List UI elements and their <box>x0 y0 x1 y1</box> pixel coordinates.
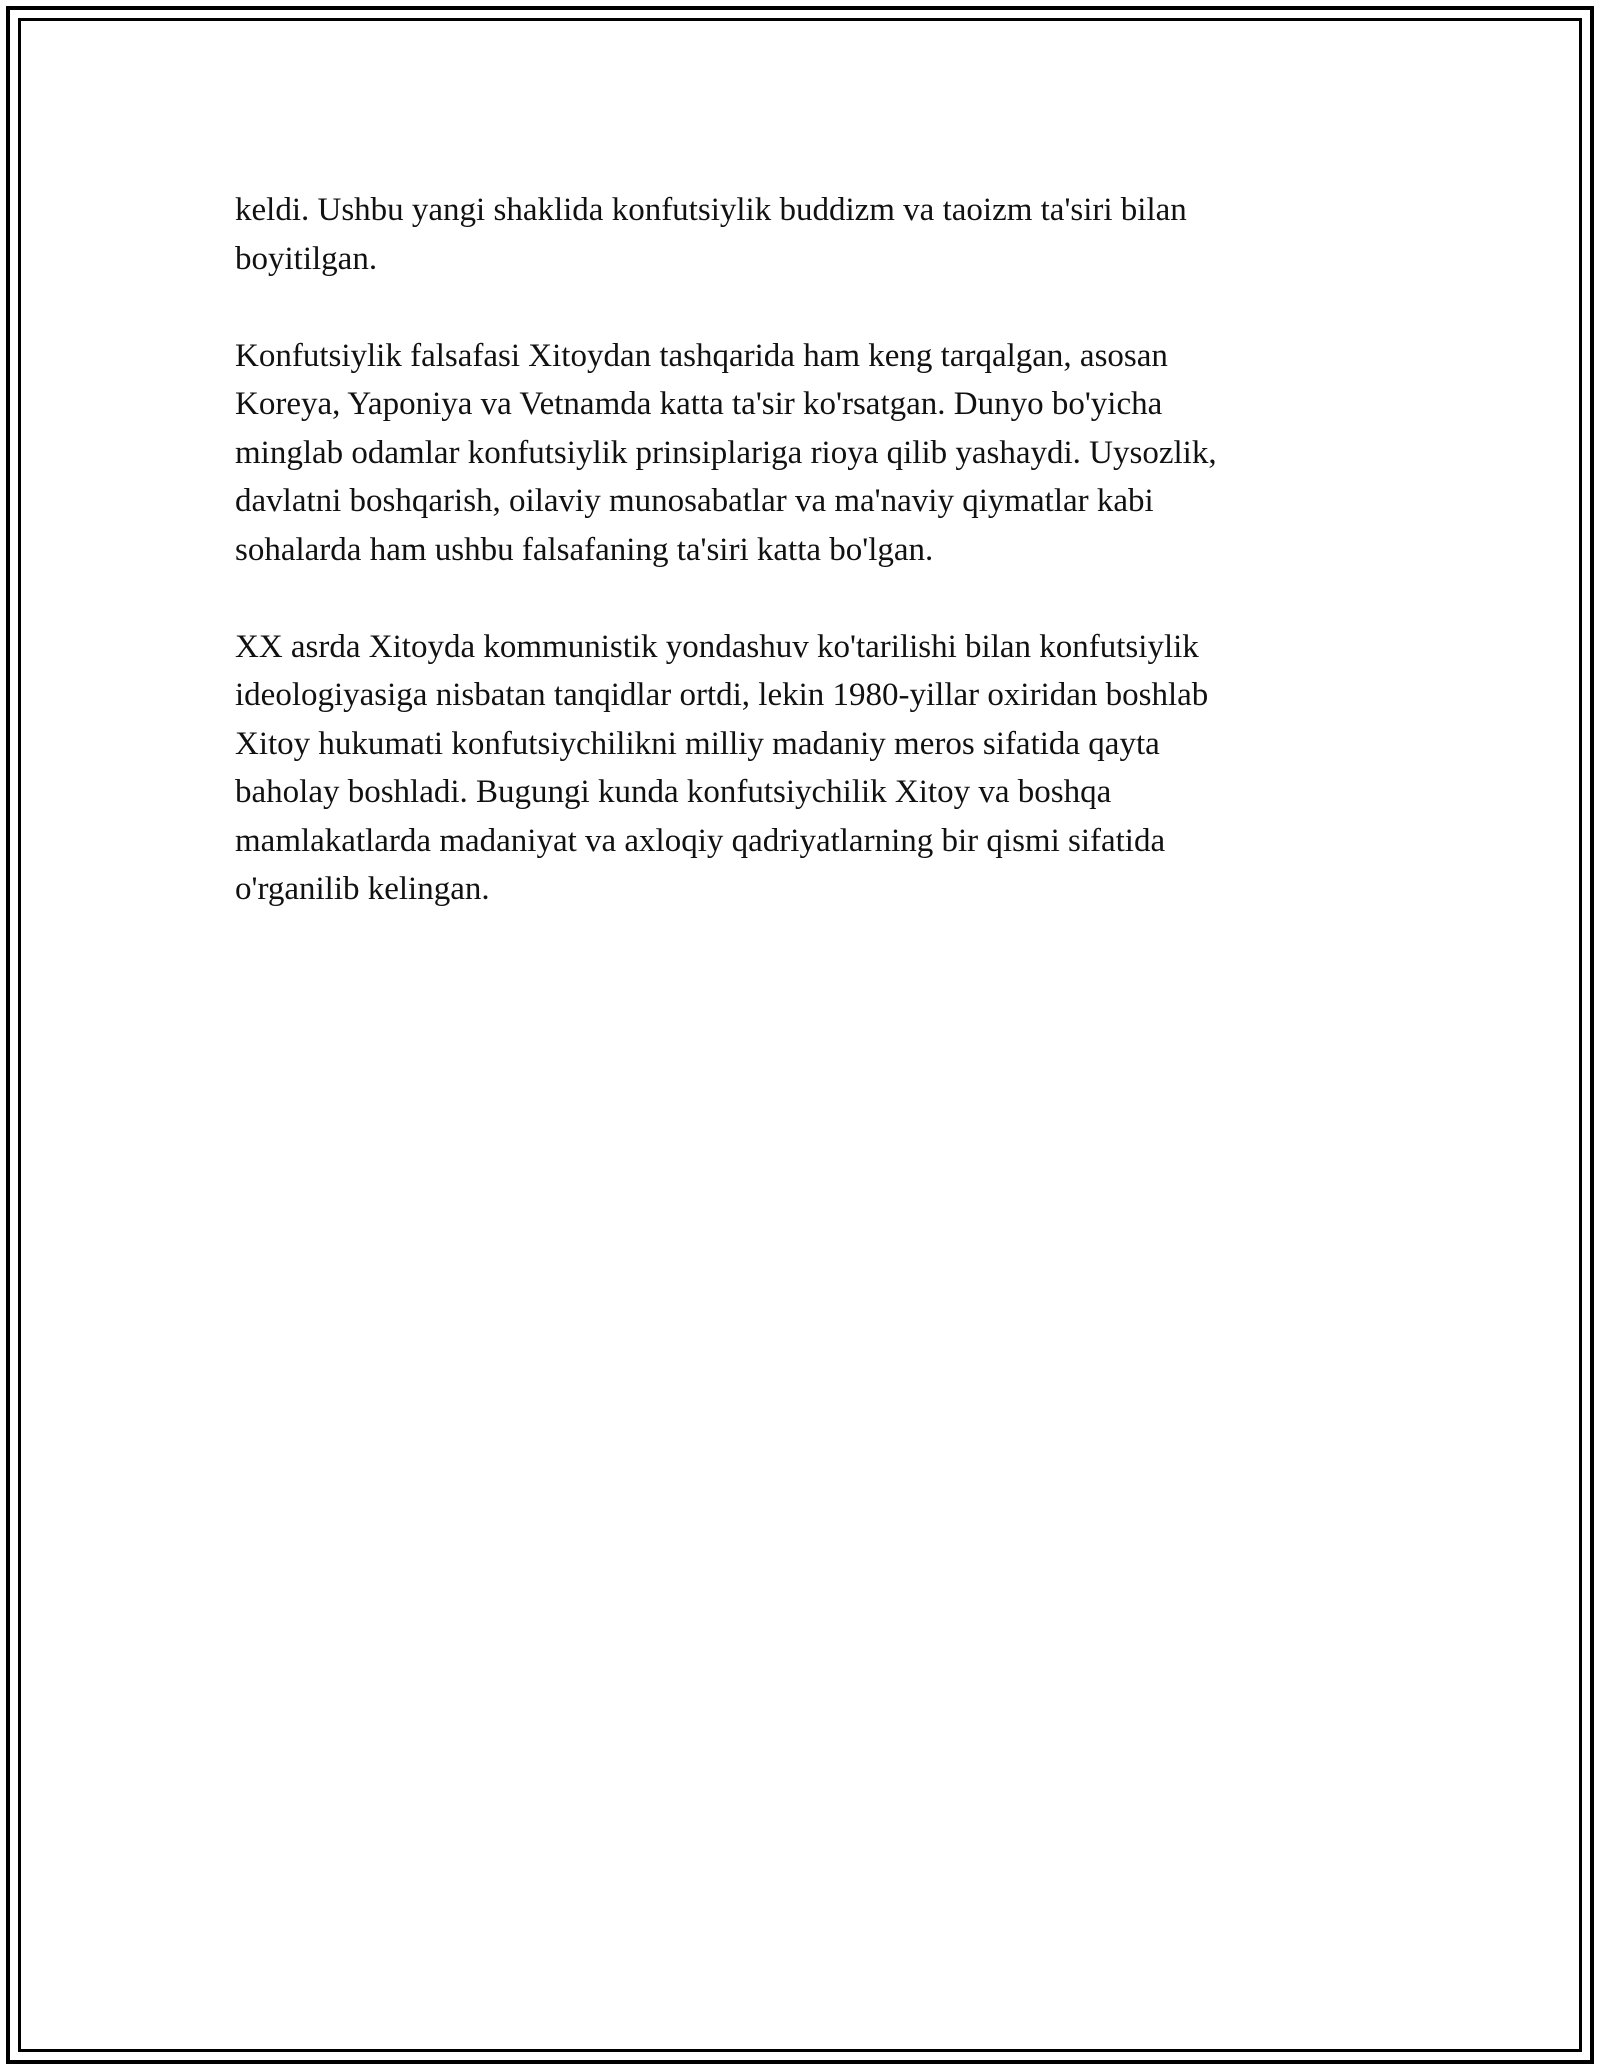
paragraph-2 <box>235 332 1345 575</box>
paragraph-line: sohalarda ham ushbu falsafaning ta'siri katta bo'lgan. <box>235 531 934 568</box>
paragraph-line: ideologiyasiga nisbatan tanqidlar ortdi, lekin 1980-yillar oxiridan boshlab <box>235 677 1209 713</box>
paragraph-line: Konfutsiylik falsafasi Xitoydan tashqarida ham keng tarqalgan, asosan <box>235 337 1168 374</box>
paragraph-3 <box>235 623 1345 914</box>
paragraph-line: minglab odamlar konfutsiylik prinsiplariga rioya qilib yashaydi. Uysozlik, <box>235 434 1217 471</box>
paragraph-line: keldi. Ushbu yangi shaklida konfutsiylik buddizm va taoizm ta'siri bilan <box>235 192 1187 228</box>
paragraph-line: davlatni boshqarish, oilaviy munosabatlar va ma'naviy qiymatlar kabi <box>235 483 1154 519</box>
paragraph-line: baholay boshladi. Bugungi kunda konfutsiychilik Xitoy va boshqa <box>235 774 1112 810</box>
paragraph-line: mamlakatlarda madaniyat va axloqiy qadriyatlarning bir qismi sifatida <box>235 822 1166 859</box>
paragraph-line: o'rganilib kelingan. <box>235 871 490 907</box>
paragraph-line: XX asrda Xitoyda kommunistik yondashuv ko'tarilishi bilan konfutsiylik <box>235 628 1199 665</box>
document-body <box>235 186 1345 962</box>
paragraph-line: Koreya, Yaponiya va Vetnamda katta ta'sir ko'rsatgan. Dunyo bo'yicha <box>235 386 1163 422</box>
paragraph-1 <box>235 186 1345 283</box>
paragraph-line: Xitoy hukumati konfutsiychilikni milliy madaniy meros sifatida qayta <box>235 725 1160 762</box>
paragraph-line: boyitilgan. <box>235 240 378 277</box>
